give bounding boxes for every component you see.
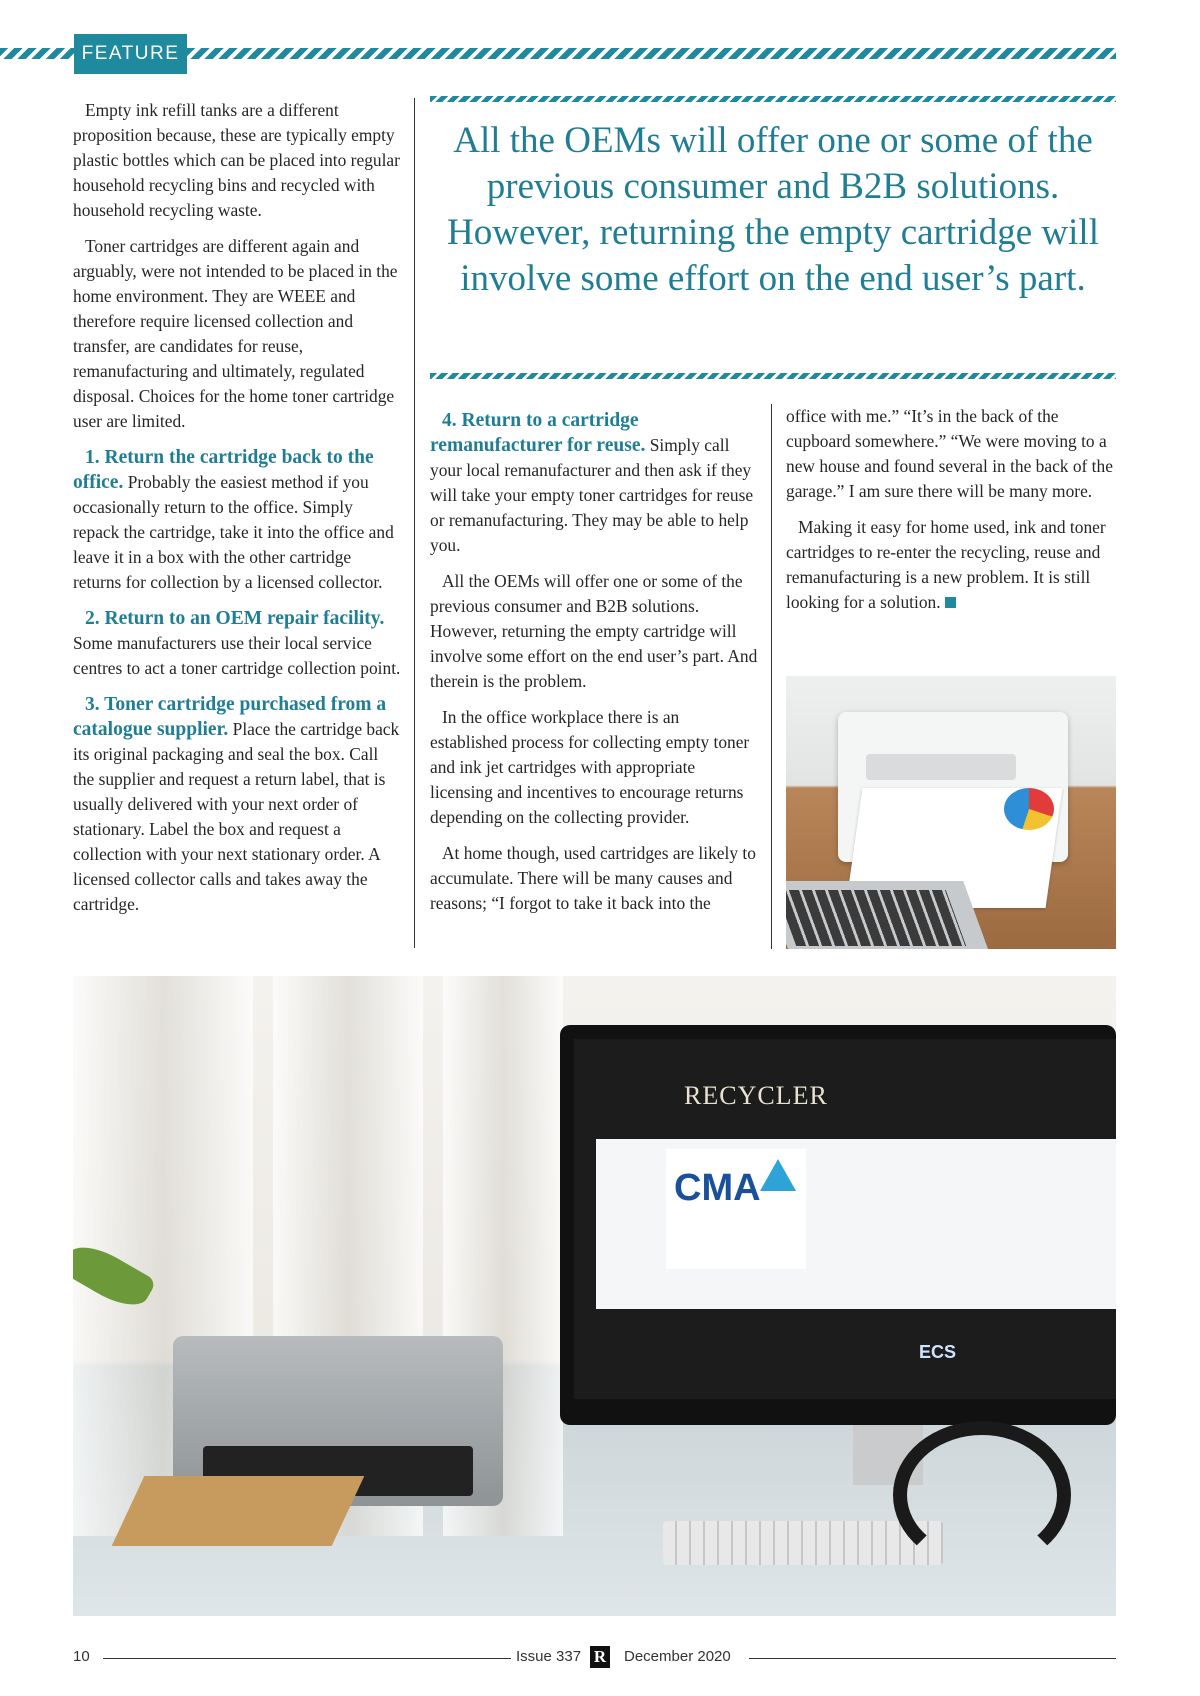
- paragraph: office with me.” “It’s in the back of the cupboard somewhere.” “We were moving to a new house and found several in the back of the garage.” I am sure there will be many more.: [786, 406, 1113, 501]
- item-text: Simply call your local remanufacturer and then ask if they will take your empty toner cartridges for reuse or remanufacturing. They may be able to help you.: [430, 435, 754, 555]
- website-content: [596, 1139, 1116, 1309]
- item-lead: 1. Return the cartridge back to the office.: [73, 447, 374, 493]
- paragraph-text: Making it easy for home used, ink and toner cartridges to re-enter the recycling, reuse and remanufacturing is a new problem. It is still looking for a solution.: [786, 517, 1106, 612]
- paragraph: At home though, used cartridges are likely to accumulate. There will be many causes and reasons; “I forgot to take it back into the: [430, 843, 756, 913]
- column-divider: [771, 404, 772, 949]
- column-2: [430, 408, 760, 927]
- list-item: [73, 692, 401, 917]
- laptop-keyboard: [786, 890, 966, 946]
- item-lead: 4. Return to a cartridge remanufacturer for reuse.: [430, 410, 646, 456]
- header-hatch-band-right: [187, 48, 1116, 59]
- pie-graphic-icon: [1004, 788, 1054, 830]
- cma-logo-icon: [760, 1159, 796, 1191]
- item-lead: 2. Return to an OEM repair facility.: [85, 608, 385, 629]
- item-text: Place the cartridge back its original packaging and seal the box. Call the supplier and request a return label, that is usually delivered with your next order of stationary. Label the box and request a collection with your next stationary order. A licensed collector calls and takes away the cartridge.: [73, 719, 400, 914]
- printer-slot: [866, 754, 1016, 780]
- list-item: [73, 606, 401, 681]
- item-text: Some manufacturers use their local service centres to act a toner cartridge collection point.: [73, 633, 401, 678]
- column-3: [786, 404, 1116, 626]
- header-hatch-band-left: [0, 48, 74, 59]
- ecs-banner: ECS: [919, 1342, 957, 1362]
- end-of-article-icon: [945, 597, 956, 608]
- monitor-screen: [574, 1039, 1116, 1399]
- paragraph: All the OEMs will offer one or some of the previous consumer and B2B solutions. However, returning the empty cartridge will involve some effort on the end user’s part. And therein is the problem.: [430, 571, 758, 691]
- item-text: Probably the easiest method if you occasionally return to the office. Simply repack the cartridge, take it into the office and leave it in a box with the other cartridge returns for collection by a licensed collector.: [73, 472, 394, 592]
- list-item: [430, 408, 760, 558]
- list-item: [73, 445, 401, 595]
- issue-date: December 2020: [624, 1648, 731, 1665]
- page-footer: [73, 1648, 1116, 1668]
- paragraph: [786, 515, 1116, 615]
- keyboard: [663, 1521, 943, 1565]
- page-number: 10: [73, 1648, 90, 1665]
- pullquote-rule-bottom: [430, 373, 1116, 379]
- footer-rule: [103, 1658, 511, 1659]
- section-label: FEATURE: [74, 34, 187, 74]
- website-hero: [666, 1149, 806, 1269]
- publication-logo: R: [590, 1646, 610, 1668]
- column-1: [73, 98, 401, 928]
- pullquote: All the OEMs will offer one or some of the previous consumer and B2B solutions. However, returning the empty cartridge will involve some effort on the end user’s part.: [447, 120, 1099, 299]
- desk-photo: [73, 976, 1116, 1616]
- cma-logo: CMA: [674, 1167, 761, 1209]
- issue-number: Issue 337: [516, 1648, 582, 1665]
- home-printer-photo: [786, 676, 1116, 949]
- paragraph: Toner cartridges are different again and arguably, were not intended to be placed in the home environment. They are WEEE and therefore require licensed collection and transfer, are candidates for reuse, remanufacturing and ultimately, regulated disposal. Choices for the home toner cartridge user are limited.: [73, 236, 398, 431]
- column-divider: [414, 98, 415, 948]
- pullquote-rule-top: [430, 96, 1116, 102]
- paragraph: Empty ink refill tanks are a different proposition because, these are typically empty plastic bottles which can be placed into regular household recycling bins and recycled with household recycling waste.: [73, 100, 400, 220]
- paragraph: In the office workplace there is an established process for collecting empty toner and ink jet cartridges with appropriate licensing and incentives to encourage returns depending on the collecting provider.: [430, 707, 750, 827]
- website-masthead: RECYCLER: [684, 1081, 828, 1110]
- notebook: [112, 1476, 365, 1546]
- headphones-icon: [893, 1421, 1071, 1569]
- item-lead: 3. Toner cartridge purchased from a catalogue supplier.: [73, 694, 387, 740]
- monitor: [560, 1025, 1116, 1425]
- footer-rule: [749, 1658, 1116, 1659]
